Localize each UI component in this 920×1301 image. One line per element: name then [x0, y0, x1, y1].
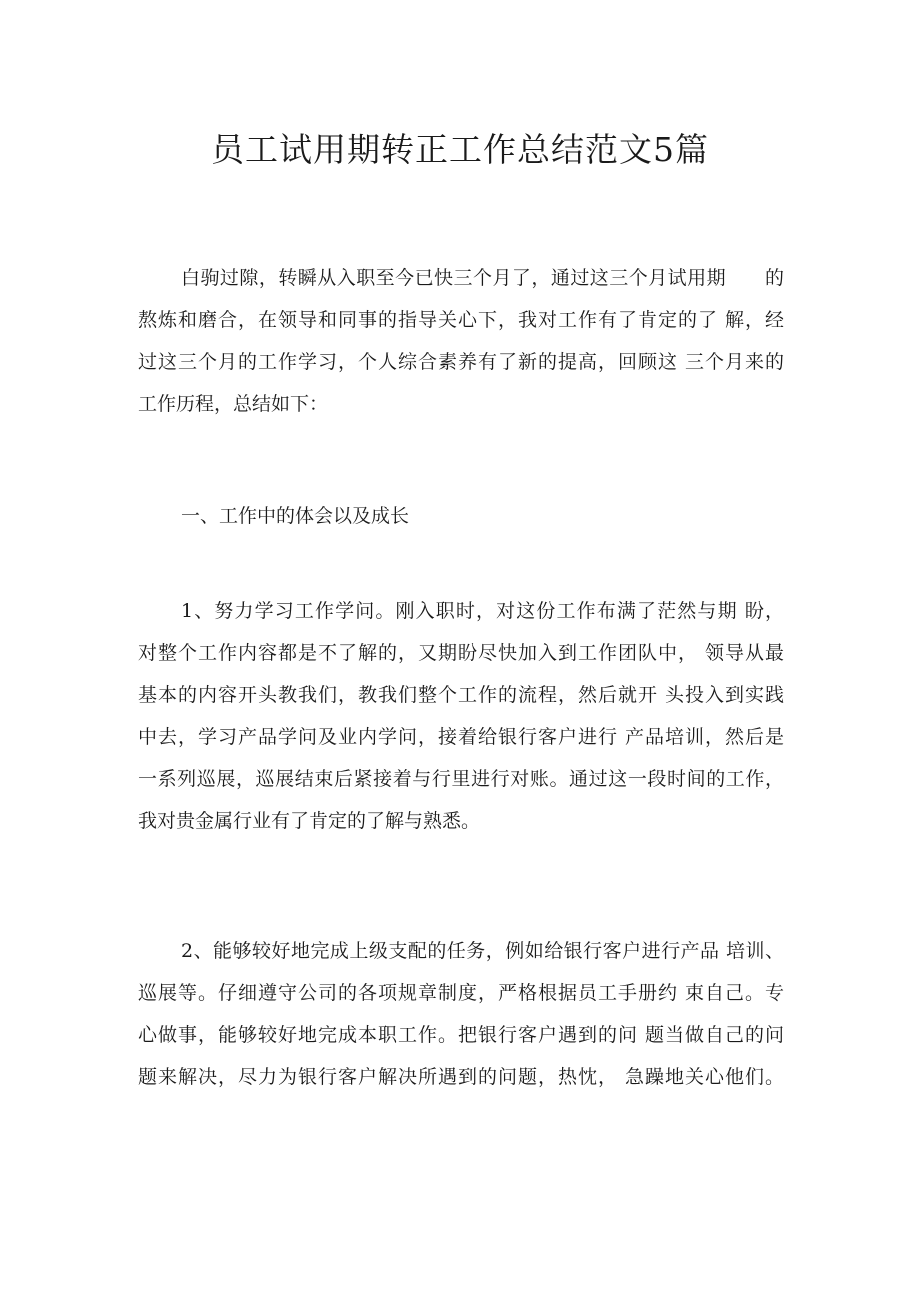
- item1-line-3: 基本的内容开头教我们，教我们整个工作的流程，然后就开 头投入到实践: [138, 684, 784, 706]
- item1-line-5: 一系列巡展，巡展结束后紧接着与行里进行对账。通过这一段时间的工作，: [138, 768, 784, 790]
- item1-line-6: 我对贵金属行业有了肯定的了解与熟悉。: [138, 810, 481, 832]
- section-heading: 一、工作中的体会以及成长: [181, 505, 410, 527]
- item1-line-2: 对整个工作内容都是不了解的，又期盼尽快加入到工作团队中， 领导从最: [138, 642, 784, 664]
- item2-line-4: 题来解决，尽力为银行客户解决所遇到的问题，热忱， 急躁地关心他们。: [138, 1066, 784, 1088]
- intro-line-2: 熬炼和磨合，在领导和同事的指导关心下，我对工作有了肯定的了 解，经: [138, 309, 784, 331]
- item2-line-3: 心做事，能够较好地完成本职工作。把银行客户遇到的问 题当做自己的问: [138, 1024, 784, 1046]
- intro-line-4: 工作历程，总结如下：: [138, 393, 329, 415]
- intro-line-3: 过这三个月的工作学习，个人综合素养有了新的提高，回顾这 三个月来的: [138, 351, 784, 373]
- intro-line-1: 白驹过隙，转瞬从入职至今已快三个月了，通过这三个月试用期 的: [181, 267, 784, 289]
- item1-line-1: 1、努力学习工作学问。刚入职时，对这份工作布满了茫然与期 盼，: [181, 600, 784, 622]
- item1-line-4: 中去，学习产品学问及业内学问，接着给银行客户进行 产品培训，然后是: [138, 726, 784, 748]
- item2-line-1: 2、能够较好地完成上级支配的任务，例如给银行客户进行产品 培训、: [181, 940, 784, 962]
- item2-line-2: 巡展等。仔细遵守公司的各项规章制度，严格根据员工手册约 束自己。专: [138, 982, 784, 1004]
- document-title: 员工试用期转正工作总结范文5篇: [211, 130, 709, 169]
